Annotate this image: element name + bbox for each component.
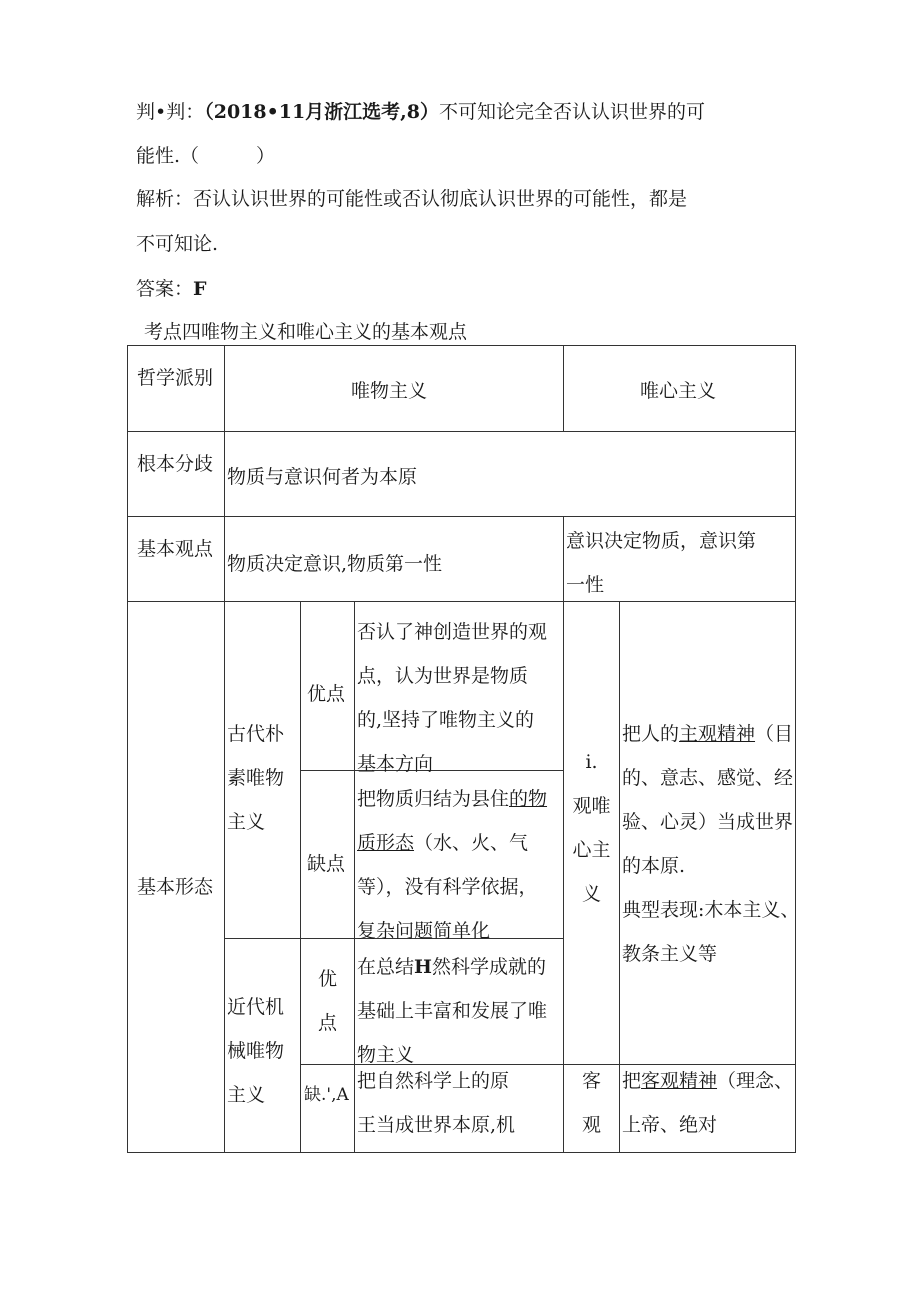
modern-con-line: 把自然科学上的原 — [357, 1070, 510, 1092]
ancient-name-line: 素唯物 — [227, 767, 285, 789]
ancient-con-label-cell — [301, 771, 355, 939]
ancient-name-cell — [225, 602, 301, 939]
objective-desc-text: 把 — [622, 1070, 642, 1092]
ancient-name-line: 古代朴 — [227, 723, 285, 745]
header-materialism-label: 唯物主义 — [351, 380, 428, 402]
modern-con-text-cell — [355, 1065, 564, 1153]
subjective-desc-line: 教条主义等 — [622, 943, 718, 965]
modern-pro-text: H — [414, 956, 432, 978]
subjective-desc-line: 验、心灵）当成世界 — [622, 811, 794, 833]
modern-name-line: 械唯物 — [227, 1040, 285, 1062]
subjective-desc-line: 的、意志、感觉、经 — [622, 767, 794, 789]
analysis-line-2: 不可知论. — [136, 233, 219, 255]
modern-pro-text: 然科学成就的 — [431, 956, 546, 978]
header-school — [128, 346, 225, 432]
ancient-con-text-cell — [355, 771, 564, 942]
modern-name-line: 近代机 — [227, 996, 285, 1018]
objective-name-line: 客 — [581, 1070, 601, 1092]
subjective-desc-line: 典型表现:木本主义、 — [622, 899, 800, 921]
ancient-pro-label-cell — [301, 602, 355, 771]
subjective-name-line: 观唯 — [572, 795, 611, 817]
modern-con-label-cell — [301, 1065, 355, 1153]
ancient-pro-line: 的,坚持了唯物主义的 — [357, 709, 535, 731]
subjective-name-line: 义 — [581, 883, 601, 905]
view-label: 基本观点 — [137, 538, 214, 560]
modern-pro-text-cell — [355, 939, 564, 1065]
ancient-con-underlined: 的物 — [509, 788, 548, 810]
view-materialism: 物质决定意识,物质第一性 — [227, 553, 443, 575]
ancient-con-line: 复杂问题简单化 — [357, 920, 491, 942]
ancient-pro-text-cell — [355, 602, 564, 775]
header-materialism — [225, 346, 564, 432]
header-row — [128, 346, 796, 432]
section-title: 考点四唯物主义和唯心主义的基本观点 — [144, 321, 468, 343]
modern-pro-label-line: 优 — [317, 968, 337, 990]
ancient-name-line: 主义 — [227, 811, 266, 833]
header-idealism — [564, 346, 796, 432]
ancient-pro-label: 优点 — [307, 683, 346, 705]
ancient-con-line — [357, 821, 547, 865]
subjective-name-line: i. — [585, 751, 598, 773]
form-label-cell — [128, 602, 225, 1153]
ancient-con-line: 等），没有科学依据， — [357, 876, 538, 898]
question-line-1 — [136, 100, 705, 124]
ancient-pro-line: 点，认为世界是物质 — [357, 665, 529, 687]
question-source: （2018•11月浙江选考,8） — [204, 101, 440, 123]
question-text-1: 不可知论完全否认认识世界的可 — [439, 101, 706, 123]
subjective-name-line: 心主 — [572, 839, 611, 861]
ancient-con-line — [357, 777, 547, 821]
form-label: 基本形态 — [137, 876, 214, 898]
subjective-name-cell — [564, 602, 620, 1065]
objective-name-line: 观 — [581, 1114, 601, 1136]
view-idealism-line-2: 一性 — [566, 574, 605, 596]
modern-name-line: 主义 — [227, 1084, 266, 1106]
view-materialism-cell — [225, 517, 564, 602]
subjective-desc-text: （目 — [755, 723, 794, 745]
ancient-con-label: 缺点 — [307, 853, 346, 875]
root-value: 物质与意识何者为本原 — [227, 466, 418, 488]
analysis-line-1: 解析：否认认识世界的可能性或否认彻底认识世界的可能性，都是 — [136, 188, 688, 210]
modern-pro-label-line: 点 — [317, 1012, 337, 1034]
objective-desc-line — [622, 1059, 793, 1103]
root-row — [128, 432, 796, 517]
objective-desc-text: （理念、 — [717, 1070, 794, 1092]
objective-name-cell — [564, 1065, 620, 1153]
view-row — [128, 517, 796, 602]
subjective-desc-text: 把人的 — [622, 723, 680, 745]
header-school-label: 哲学派别 — [137, 367, 214, 389]
subjective-desc-cell — [620, 602, 800, 1065]
modern-pro-label-cell — [301, 939, 355, 1065]
subjective-desc-underlined: 主观精神 — [679, 723, 756, 745]
root-label-cell — [128, 432, 225, 517]
modern-con-line: 王当成世界本原,机 — [357, 1114, 516, 1136]
ancient-con-text: （水、火、气 — [414, 832, 529, 854]
ancient-con-underlined: 质形态 — [357, 832, 415, 854]
answer-value: F — [193, 278, 207, 300]
ancient-pro-row — [128, 602, 796, 771]
modern-pro-text: 在总结 — [357, 956, 415, 978]
question-text-2: 能性.（ ） — [136, 145, 276, 167]
philosophy-table — [127, 345, 800, 1153]
objective-desc-line: 上帝、绝对 — [622, 1114, 718, 1136]
view-label-cell — [128, 517, 225, 602]
answer-label: 答案： — [136, 278, 194, 300]
subjective-desc-line: 的本原. — [622, 855, 686, 877]
ancient-pro-line: 否认了神创造世界的观 — [357, 621, 548, 643]
header-idealism-label: 唯心主义 — [640, 380, 717, 402]
subjective-desc-line — [622, 712, 799, 756]
ancient-con-text: 把物质归结为县住 — [357, 788, 510, 810]
modern-pro-line: 基础上丰富和发展了唯 — [357, 1000, 548, 1022]
modern-name-cell — [225, 939, 301, 1153]
modern-pro-line: 物主义 — [357, 1044, 415, 1066]
root-value-cell — [225, 432, 796, 517]
question-prefix: 判•判： — [136, 101, 205, 123]
objective-desc-underlined: 客观精神 — [641, 1070, 718, 1092]
view-idealism-line-1: 意识决定物质，意识第 — [566, 530, 757, 552]
answer-line — [136, 277, 207, 301]
objective-desc-cell — [620, 1065, 796, 1153]
modern-con-label: 缺.',A — [304, 1085, 349, 1105]
view-idealism-cell — [564, 517, 796, 602]
modern-pro-line — [357, 945, 547, 989]
ancient-pro-line: 基本方向 — [357, 753, 434, 775]
root-label: 根本分歧 — [137, 453, 214, 475]
